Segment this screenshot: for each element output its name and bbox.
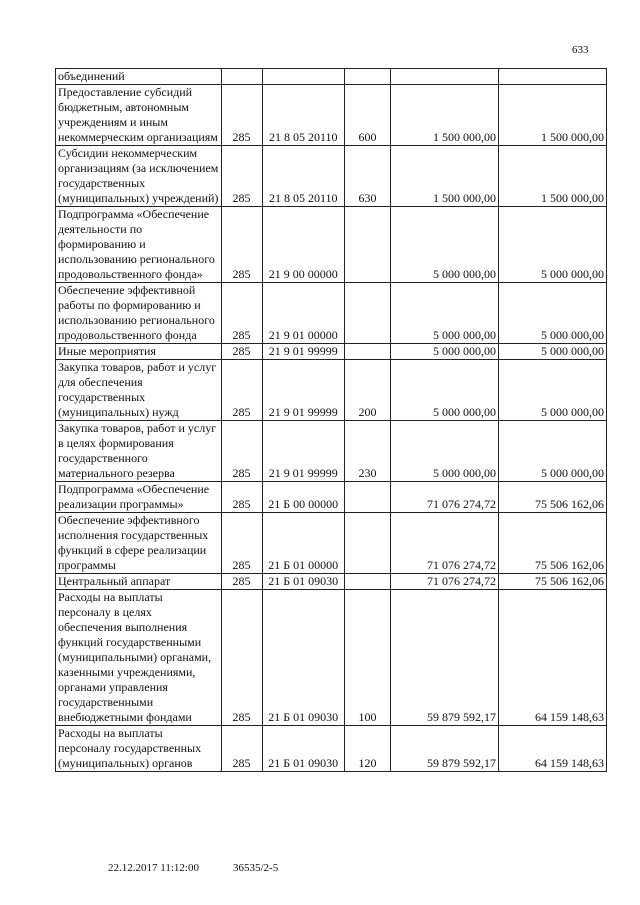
cell-expense-type [344, 513, 390, 574]
cell-admin-code: 285 [221, 482, 262, 513]
footer-datetime: 22.12.2017 11:12:00 [108, 862, 199, 874]
cell-amount-year-1: 71 076 274,72 [391, 513, 499, 574]
cell-amount-year-1: 5 000 000,00 [391, 360, 499, 421]
cell-amount-year-2: 5 000 000,00 [499, 344, 607, 360]
cell-amount-year-2: 64 159 148,63 [499, 590, 607, 726]
table-row [56, 590, 607, 726]
footer-document-id: 36535/2-5 [233, 862, 279, 874]
cell-amount-year-1: 71 076 274,72 [391, 574, 499, 590]
cell-amount-year-2: 1 500 000,00 [499, 146, 607, 207]
cell-target-article: 21 Б 01 09030 [262, 590, 344, 726]
budget-table [55, 68, 607, 772]
cell-admin-code: 285 [221, 283, 262, 344]
cell-name: Предоставление субсидий бюджетным, автономным учреждениям и иным некоммерческим организациям [56, 85, 222, 146]
cell-expense-type: 120 [344, 726, 390, 772]
budget-table-body [56, 69, 607, 772]
cell-amount-year-2: 1 500 000,00 [499, 85, 607, 146]
table-row [56, 726, 607, 772]
cell-amount-year-2: 75 506 162,06 [499, 574, 607, 590]
cell-expense-type [344, 482, 390, 513]
table-row [56, 421, 607, 482]
cell-name: Закупка товаров, работ и услуг для обеспечения государственных (муниципальных) нужд [56, 360, 222, 421]
cell-name: Обеспечение эффективного исполнения государственных функций в сфере реализации программы [56, 513, 222, 574]
cell-expense-type: 230 [344, 421, 390, 482]
cell-amount-year-1: 71 076 274,72 [391, 482, 499, 513]
cell-expense-type [344, 283, 390, 344]
cell-name: Подпрограмма «Обеспечение реализации программы» [56, 482, 222, 513]
cell-expense-type [344, 344, 390, 360]
cell-target-article: 21 9 01 99999 [262, 344, 344, 360]
cell-target-article: 21 8 05 20110 [262, 146, 344, 207]
cell-amount-year-1: 5 000 000,00 [391, 344, 499, 360]
table-row [56, 482, 607, 513]
table-row [56, 344, 607, 360]
cell-amount-year-2: 64 159 148,63 [499, 726, 607, 772]
cell-name: Расходы на выплаты персоналу в целях обеспечения выполнения функций государственными (муниципальными) органами, казенными учреждениями, органами управления государственными внебюджетными фондами [56, 590, 222, 726]
page-number: 633 [572, 44, 589, 56]
cell-admin-code: 285 [221, 590, 262, 726]
cell-name: Центральный аппарат [56, 574, 222, 590]
cell-amount-year-2: 75 506 162,06 [499, 482, 607, 513]
cell-admin-code: 285 [221, 574, 262, 590]
table-row [56, 85, 607, 146]
cell-amount-year-1: 5 000 000,00 [391, 283, 499, 344]
table-row [56, 207, 607, 283]
table-row [56, 146, 607, 207]
cell-admin-code: 285 [221, 344, 262, 360]
cell-admin-code: 285 [221, 85, 262, 146]
cell-amount-year-1: 59 879 592,17 [391, 726, 499, 772]
cell-amount-year-1: 5 000 000,00 [391, 421, 499, 482]
cell-expense-type [344, 207, 390, 283]
cell-amount-year-2: 5 000 000,00 [499, 421, 607, 482]
cell-admin-code: 285 [221, 146, 262, 207]
cell-target-article: 21 Б 00 00000 [262, 482, 344, 513]
table-row [56, 574, 607, 590]
cell-admin-code [221, 69, 262, 85]
cell-name: Закупка товаров, работ и услуг в целях формирования государственного материального резерва [56, 421, 222, 482]
cell-amount-year-1: 5 000 000,00 [391, 207, 499, 283]
cell-target-article: 21 8 05 20110 [262, 85, 344, 146]
cell-name: Расходы на выплаты персоналу государственных (муниципальных) органов [56, 726, 222, 772]
table-row [56, 360, 607, 421]
cell-expense-type: 600 [344, 85, 390, 146]
cell-amount-year-1: 59 879 592,17 [391, 590, 499, 726]
cell-target-article: 21 9 00 00000 [262, 207, 344, 283]
cell-admin-code: 285 [221, 513, 262, 574]
cell-admin-code: 285 [221, 726, 262, 772]
cell-expense-type: 100 [344, 590, 390, 726]
table-row [56, 513, 607, 574]
cell-target-article: 21 Б 01 09030 [262, 726, 344, 772]
cell-name: Обеспечение эффективной работы по формированию и использованию регионального продовольственного фонда [56, 283, 222, 344]
cell-target-article: 21 Б 01 09030 [262, 574, 344, 590]
cell-admin-code: 285 [221, 421, 262, 482]
cell-name: объединений [56, 69, 222, 85]
cell-name: Субсидии некоммерческим организациям (за исключением государственных (муниципальных) учреждений) [56, 146, 222, 207]
cell-amount-year-2: 5 000 000,00 [499, 360, 607, 421]
cell-target-article: 21 9 01 00000 [262, 283, 344, 344]
cell-expense-type: 630 [344, 146, 390, 207]
cell-target-article: 21 9 01 99999 [262, 421, 344, 482]
cell-admin-code: 285 [221, 360, 262, 421]
cell-amount-year-2: 5 000 000,00 [499, 207, 607, 283]
table-row [56, 69, 607, 85]
cell-expense-type [344, 574, 390, 590]
table-row [56, 283, 607, 344]
cell-target-article: 21 Б 01 00000 [262, 513, 344, 574]
cell-amount-year-1 [391, 69, 499, 85]
cell-expense-type: 200 [344, 360, 390, 421]
cell-name: Иные мероприятия [56, 344, 222, 360]
cell-target-article: 21 9 01 99999 [262, 360, 344, 421]
cell-amount-year-1: 1 500 000,00 [391, 85, 499, 146]
cell-target-article [262, 69, 344, 85]
cell-expense-type [344, 69, 390, 85]
cell-admin-code: 285 [221, 207, 262, 283]
cell-amount-year-2 [499, 69, 607, 85]
cell-amount-year-2: 5 000 000,00 [499, 283, 607, 344]
cell-amount-year-1: 1 500 000,00 [391, 146, 499, 207]
cell-name: Подпрограмма «Обеспечение деятельности по формированию и использованию регионального продовольственного фонда» [56, 207, 222, 283]
cell-amount-year-2: 75 506 162,06 [499, 513, 607, 574]
